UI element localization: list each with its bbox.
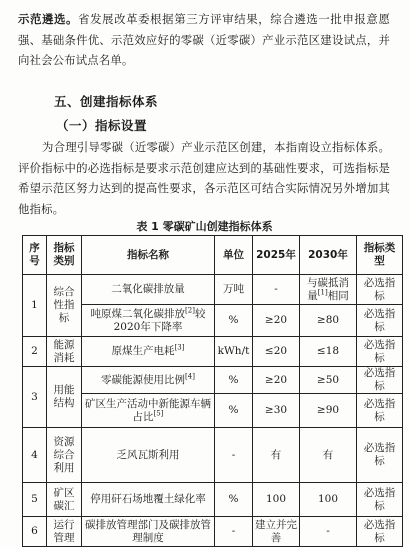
row-type: 必选指标 bbox=[357, 337, 403, 367]
table-row bbox=[23, 428, 403, 483]
row-no: 2 bbox=[23, 337, 47, 367]
table-header-row bbox=[23, 236, 403, 275]
row-type: 必选指标 bbox=[357, 275, 403, 305]
row-name: 零碳能源使用比例[4] bbox=[82, 367, 215, 394]
header-type: 指标类型 bbox=[357, 236, 403, 275]
row-category: 资源综合利用 bbox=[47, 428, 82, 483]
row-2030: ≥80 bbox=[300, 305, 357, 337]
header-no: 序号 bbox=[23, 236, 47, 275]
row-category: 用能结构 bbox=[47, 367, 82, 428]
row-no: 6 bbox=[23, 517, 47, 547]
row-unit: - bbox=[215, 517, 253, 547]
row-2025: ≥20 bbox=[253, 367, 300, 394]
row-no: 1 bbox=[23, 275, 47, 337]
row-name: 原煤生产电耗[3] bbox=[82, 337, 215, 367]
row-unit: % bbox=[215, 367, 253, 394]
row-unit: - bbox=[215, 428, 253, 483]
row-type: 必选指标 bbox=[357, 367, 403, 394]
row-name: 吨原煤二氧化碳排放[2]较2020年下降率 bbox=[82, 305, 215, 337]
table-row bbox=[23, 517, 403, 547]
row-name: 矿区生产活动中新能源车辆占比[5] bbox=[82, 394, 215, 428]
header-name: 指标名称 bbox=[82, 236, 215, 275]
row-2030: - bbox=[300, 517, 357, 547]
row-2030: 与碳抵消量[1]相同 bbox=[300, 275, 357, 305]
row-name: 二氧化碳排放量 bbox=[82, 275, 215, 305]
row-type: 必选指标 bbox=[357, 428, 403, 483]
row-2025: - bbox=[253, 275, 300, 305]
intro-text: 省发展改革委根据第三方评审结果，综合遴选一批申报意愿强、基础条件优、示范效应好的零碳（近零碳）产业示范区建设试点，并向社会公布试点名单。 bbox=[18, 12, 390, 67]
row-category: 矿区碳汇 bbox=[47, 483, 82, 517]
row-name: 停用矸石场地覆土绿化率 bbox=[82, 483, 215, 517]
table-row bbox=[23, 367, 403, 394]
intro-lead: 示范遴选。 bbox=[18, 12, 79, 26]
row-unit: % bbox=[215, 483, 253, 517]
row-type: 必选指标 bbox=[357, 517, 403, 547]
row-2030: 100 bbox=[300, 483, 357, 517]
row-no: 5 bbox=[23, 483, 47, 517]
row-unit: 万吨 bbox=[215, 275, 253, 305]
table-caption: 表 1 零碳矿山创建指标体系 bbox=[136, 220, 273, 233]
row-2030: ≤18 bbox=[300, 337, 357, 367]
row-2025: ≥30 bbox=[253, 394, 300, 428]
header-2030: 2030年 bbox=[300, 236, 357, 275]
indicator-table bbox=[22, 235, 403, 547]
row-unit: kWh/t bbox=[215, 337, 253, 367]
row-2025: ≥20 bbox=[253, 305, 300, 337]
row-2025: 建立并完善 bbox=[253, 517, 300, 547]
row-type: 必选指标 bbox=[357, 394, 403, 428]
row-name: 乏风瓦斯利用 bbox=[82, 428, 215, 483]
subsection-heading: （一）指标设置 bbox=[56, 118, 148, 133]
header-category: 指标类别 bbox=[47, 236, 82, 275]
header-2025: 2025年 bbox=[253, 236, 300, 275]
intro-paragraph bbox=[18, 9, 390, 71]
row-category: 运行管理 bbox=[47, 517, 82, 547]
row-2025: ≤20 bbox=[253, 337, 300, 367]
row-2025: 有 bbox=[253, 428, 300, 483]
table-row bbox=[23, 275, 403, 305]
body-paragraph: 为合理引导零碳（近零碳）产业示范区创建，本指南设立指标体系。评价指标中的必选指标是要求示范创建应达到的基础性要求，可选指标是希望示范区努力达到的提高性要求，各示范区可结合实际情况另外增加其他指标。 bbox=[18, 140, 390, 216]
section-heading: 五、创建指标体系 bbox=[54, 94, 159, 109]
table-row bbox=[23, 337, 403, 367]
row-type: 必选指标 bbox=[357, 483, 403, 517]
header-unit: 单位 bbox=[215, 236, 253, 275]
row-no: 4 bbox=[23, 428, 47, 483]
row-2030: ≥90 bbox=[300, 394, 357, 428]
row-type: 必选指标 bbox=[357, 305, 403, 337]
row-2030: 有 bbox=[300, 428, 357, 483]
row-category: 能源消耗 bbox=[47, 337, 82, 367]
row-unit: % bbox=[215, 394, 253, 428]
row-2025: 100 bbox=[253, 483, 300, 517]
row-no: 3 bbox=[23, 367, 47, 428]
table-row bbox=[23, 483, 403, 517]
row-category: 综合性指标 bbox=[47, 275, 82, 337]
row-unit: % bbox=[215, 305, 253, 337]
row-2030: ≥50 bbox=[300, 367, 357, 394]
row-name: 碳排放管理部门及碳排放管理制度 bbox=[82, 517, 215, 547]
